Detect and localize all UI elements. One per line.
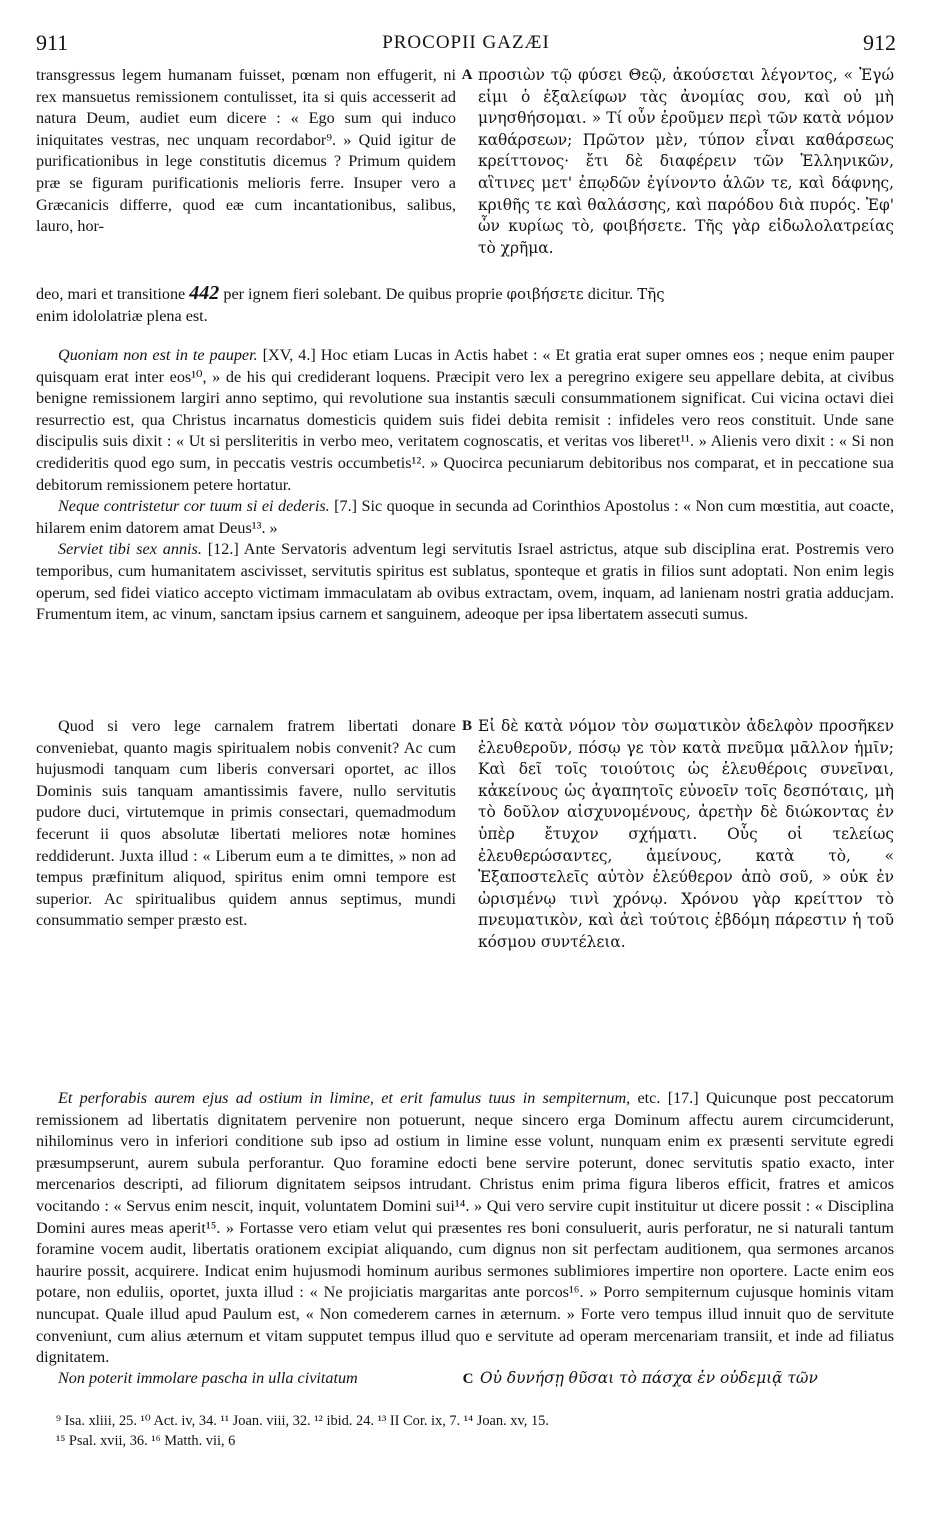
lemma-perforabis-tail: etc. <box>637 1089 661 1107</box>
ref-perforabis: [17.] <box>667 1089 699 1107</box>
text-perforabis: Quicunque post peccatorum remissionem ad libertatis dignitatem pervenire non potuerunt, neque sincero erga Dominum affectu aurem circumciderunt, nihilominus vero in inferiori conditione sub ipso ad ostium in limine esse volunt, nunquam enim ex præsenti servitute egredi præsumpserunt, aurem subula perforantur. Quo foramine edocti bene servire poterunt, donec servitutis spatio exacto, inter mercenarios descripti, ad filiorum dignitatem seipsos intrudant. Christus enim prima figura liberos efficit, fratres et amicos vocitando : « Servus enim nescit, inquit, voluntatem Domini sui¹⁴. » Qui vero servire cupit instituitur ut dicere possit : « Disciplina Domini aures meas aperit¹⁵. » Fortasse vero etiam velut qui præsentes res boni consuluerit, auris perforatur, ne si naturali tantum foramine vocem audit, libertatis orationem excipiat aliquando, cum dignus non sit perfectam auditionem, qua sermones arcanos haurire possit, acquirere. Indicat enim hujusmodi hominum auribus sermones sublimiores impertire non oportere. Lacte enim eos potare, non eduliis, oportet, juxta illud : « Ne projiciatis margaritas ante porcos¹⁶. » Porro sempiternum cujusque hominis vitam nuncupat. Quale illud apud Paulum est, « Non comederem carnes in æternum. » Forte vero tempus illud innuit quo de servitute conveniunt, cum alius æternum et vitam supputet tempus illud quo e servitute ad operam mercenariam transiit, et inde ad filiatus dignitatem. <box>36 1089 895 1367</box>
column-marker-a: A <box>461 67 473 83</box>
paragraph-perforabis <box>36 1088 894 1369</box>
page-header <box>36 30 896 60</box>
footnote-line-1: ⁹ Isa. xliii, 25. ¹⁰ Act. iv, 34. ¹¹ Joan. viii, 32. ¹² ibid. 24. ¹³ II Cor. ix, 7. ¹⁴ Joan. xv, 15. <box>56 1413 549 1429</box>
ref-serviet: [12.] <box>207 540 239 559</box>
column-marker-c: C <box>462 1371 474 1387</box>
bridge-line-2: enim idololatriæ plena est. <box>36 306 208 325</box>
paragraph-pauper <box>36 345 894 496</box>
greek-column-middle: Εἰ δὲ κατὰ νόμον τὸν σωματικὸν ἀδελφὸν προσῆκεν ἐλευθεροῦν, πόσῳ γε τὸν κατὰ πνεῦμα μᾶλλον ἡμῖν; Καὶ δεῖ τοῖς τοιούτοις ὡς ἐλευθέροις συνεῖναι, κἀκείνους ὡς ἀγαπητοῖς εὐνοεῖν τοῖς δεσπόταις, μὴ τὸ δοῦλον αἰσχυνομένους, ἀρετὴν δὲ διώκοντας ἐν ὑπὲρ ἔτυχον σχήματι. Οὗς οἱ τελείως ἐλευθερώσαντες, ἀμείνους, κατὰ τὸ, « Ἐξαποστελεῖς αὐτὸν ἐλεύθερον ἀπὸ σοῦ, » οὐκ ἐν ὡρισμένῳ τινὶ χρόνῳ. Χρόνου γὰρ κρείττον τὸ πνευματικὸν, καὶ ἀεὶ τούτοις ἑβδόμη πάρεστιν ἡ τοῦ κόσμου συντέλεια. <box>478 717 894 951</box>
bridge-greek-tail: Τῆς <box>637 285 665 303</box>
text-serviet: Ante Servatoris adventum legi servitutis Israel astrictus, atque sub disciplina erat. Postremis vero temporibus, cum humanitatem ascivisset, servitutis spiritus est sublatus, sponteque et gratis in filios sunt adoptati. Non enim legis operum, sed fidei viatico accepto victimam immaculatam ab ovibus extractam, ovem, inquam, ad lanienam nostri gratia adducjam. Frumentum item, ac vinum, sanctam ipsius carnem et sanguinem, adeoque per ipsa libertatem assecuti sumus. <box>36 540 895 624</box>
lemma-serviet: Serviet tibi sex annis. <box>58 540 202 559</box>
latin-column-top: transgressus legem humanam fuisset, pœnam non effugerit, ni rex mansuetus remissionem contulisset, ita si quis accesserit ad natura Deum, audiet eum dicere : « Ego sum qui induco iniquitates vestras, nec unquam recordabor⁹. » Quid igitur de purificationibus in lege constitutis dicemus ? Primum quidem præ se figuram purificationis melioris ferre. Insuper vero a Græcanicis differre, quod eæ cum incantationibus, salibus, lauro, hor- <box>36 66 456 236</box>
commentary-section-2 <box>36 345 894 626</box>
footnote-line-2: ¹⁵ Psal. xvii, 36. ¹⁶ Matth. vii, 6 <box>56 1433 236 1449</box>
text-contristetur: Sic quoque in secunda ad Corinthios Apostolus : « Non cum mœstitia, aut coacte, hilarem enim datorem amat Deus¹³. » <box>36 497 895 537</box>
bridge-text-a: deo, mari et transitione <box>36 285 186 303</box>
latin-column-middle: Quod si vero lege carnalem fratrem libertati donare conveniebat, quanto magis spiritualem nobis convenit? Ac cum hujusmodi tanquam cum liberis conversari oportet, ac illos Dominis suis tanquam amantissimis favere, nullo servitutis pudore duci, virtutemque in primis consectari, quemadmodum fecerunt ii quos absolutæ libertati meliores notæ homines reddiderunt. Juxta illud : « Liberum eum a te dimittes, » non ad tempus præfinitum aliquod, spiritus enim omni tempore est superior. Ac spiritualibus quidem annus septimus, mundi consummatio semper præsto est. <box>36 717 456 930</box>
lemma-contristetur: Neque contristetur cor tuum si ei dederis. <box>58 497 330 516</box>
greek-last-line: Οὐ δυνήσῃ θῦσαι τὸ πάσχα ἐν οὐδεμιᾷ τῶν <box>480 1369 818 1387</box>
bridge-greek-word: φοιβήσετε <box>506 285 584 303</box>
bridge-text-b: per ignem fieri solebant. De quibus proprie <box>223 285 503 303</box>
greek-column-top: προσιὼν τῷ φύσει Θεῷ, ἀκούσεται λέγοντος, « Ἐγώ εἰμι ὁ ἐξαλείφων τὰς ἀνομίας σου, καὶ οὐ μὴ μνησθήσομαι. » Τί οὖν ἐροῦμεν περὶ τῶν κατὰ νόμον καθάρσεων; Πρῶτον μὲν, τύπον εἶναι καθάρσεως κρείττονος· ἔτι δὲ διαφέρειν τῶν Ἑλληνικῶν, αἳτινες μετ' ἐπῳδῶν ἐγίνοντο ἁλῶν τε, καὶ δάφνης, κριθῆς τε καὶ θαλάσσης, καὶ παρόδου διὰ πυρός. Ἐφ' ὧν κυρίως τὸ, φοιβήσετε. Τῆς γὰρ εἰδωλολατρείας τὸ χρῆμα. <box>478 66 894 257</box>
column-number: 442 <box>189 282 220 304</box>
running-title: PROCOPII GAZÆI <box>382 32 550 53</box>
bridge-text-c: dicitur. <box>587 285 634 303</box>
ref-contristetur: [7.] <box>334 497 358 516</box>
ref-pauper: [XV, 4.] <box>262 346 316 364</box>
commentary-section-3 <box>36 1088 894 1369</box>
last-parallel-line <box>36 1369 894 1388</box>
text-pauper: Hoc etiam Lucas in Actis habet : « Et gratia erat super omnes eos ; neque enim pauper quisquam erat inter eos¹⁰, » de his qui crediderant loquens. Præcipit vero lex a peregrino exigere seu appellare debita, at civibus benigne remissionem largiri anno septimo, qui revolutione sua instantis sæculi consummationem significat. Cui vicina octavi diei resurrectio est, qua Christus incarnatus domesticis quidem suis fidei debita remisit : infideles vero reos constituit. Unde sane discipulis suis dixit : « Ut si persliteritis in verbo meo, veritatem cognoscatis, et veritas vos liberet¹¹. » Alienis vero dixit : « Si non credideritis quod ego sum, in peccatis vestris occumbetis¹². » Quocirca pecuniarum debitoribus nos comparat, et in peccatione sua debitorum remissionem petere hortatur. <box>36 346 894 494</box>
lemma-pauper: Quoniam non est in te pauper. <box>58 346 258 364</box>
paragraph-serviet <box>36 539 894 625</box>
top-parallel-columns <box>36 65 894 283</box>
lemma-perforabis: Et perforabis aurem ejus ad ostium in limine, et erit famulus tuus in sempiternum, <box>58 1089 631 1107</box>
bridge-text <box>36 283 894 327</box>
middle-parallel-columns <box>36 716 894 1071</box>
footnotes <box>36 1411 894 1451</box>
page-number-right: 912 <box>863 30 896 55</box>
page-number-left: 911 <box>36 30 69 55</box>
column-marker-b: B <box>461 718 472 734</box>
paragraph-contristetur <box>36 496 894 539</box>
bridge-line-1 <box>36 283 894 306</box>
latin-last-line: Non poterit immolare pascha in ulla civitatum <box>58 1369 358 1387</box>
